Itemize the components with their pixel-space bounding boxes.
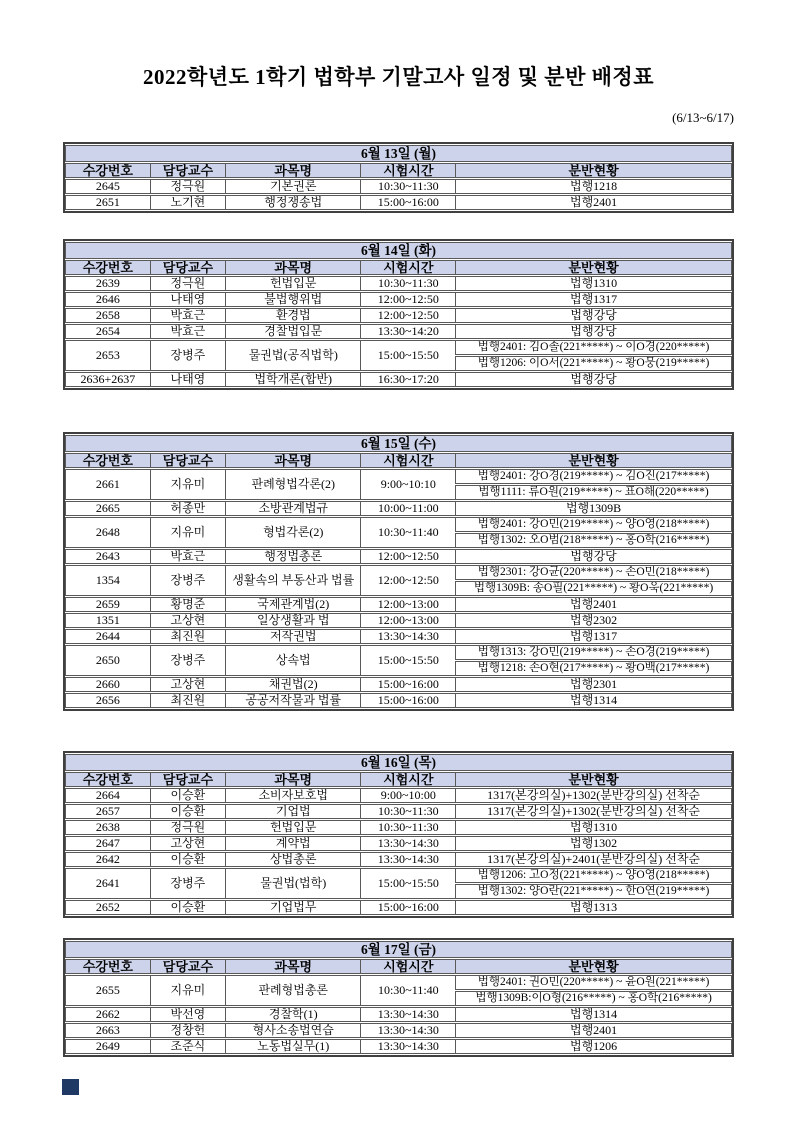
professor-cell: 최진원	[150, 693, 225, 708]
course-code-cell: 2639	[65, 276, 150, 291]
section-cell: 법행2401: 권O민(220*****) ~ 윤O원(221*****)	[455, 975, 732, 990]
section-cell: 법행2401: 김O솔(221*****) ~ 이O경(220*****)	[455, 340, 732, 355]
column-header: 담당교수	[150, 959, 225, 974]
course-code-cell: 2660	[65, 677, 150, 692]
section-cell: 법행1218	[455, 179, 732, 194]
table-date-label: 6월 17일 (금)	[65, 941, 732, 958]
section-cell: 법행1206	[455, 1039, 732, 1054]
professor-cell: 정극원	[150, 820, 225, 835]
section-cell: 법행1309B:이O형(216*****) ~ 홍O학(216*****)	[455, 991, 732, 1006]
section-cell: 법행1206: 고O정(221*****) ~ 양O영(218*****)	[455, 868, 732, 883]
column-header: 분반현황	[455, 772, 732, 787]
course-code-cell: 2646	[65, 292, 150, 307]
exam-row	[65, 549, 732, 564]
exam-row	[65, 836, 732, 851]
exam-row	[65, 804, 732, 819]
course-code-cell: 2661	[65, 469, 150, 500]
professor-cell: 고상현	[150, 677, 225, 692]
column-header: 담당교수	[150, 453, 225, 468]
professor-cell: 장병주	[150, 340, 225, 371]
column-header-row	[65, 453, 732, 468]
exam-row	[65, 565, 732, 580]
course-code-cell: 2641	[65, 868, 150, 899]
exam-row	[65, 693, 732, 708]
date-header-row	[65, 242, 732, 259]
section-cell: 법행1111: 류O원(219*****) ~ 표O해(220*****)	[455, 485, 732, 500]
column-header: 분반현황	[455, 163, 732, 178]
section-cell: 법행1313: 강O민(219*****) ~ 손O경(219*****)	[455, 645, 732, 660]
exam-row	[65, 340, 732, 355]
exam-time-cell: 15:00~15:50	[360, 868, 455, 899]
section-cell: 법행1218: 손O현(217*****) ~ 황O백(217*****)	[455, 661, 732, 676]
exam-row	[65, 1023, 732, 1038]
course-code-cell: 2665	[65, 501, 150, 516]
course-code-cell: 2659	[65, 597, 150, 612]
column-header: 시험시간	[360, 260, 455, 275]
exam-time-cell: 15:00~16:00	[360, 900, 455, 915]
professor-cell: 지유미	[150, 517, 225, 548]
column-header: 시험시간	[360, 163, 455, 178]
footer-square-decoration	[62, 1079, 79, 1095]
exam-row	[65, 868, 732, 883]
section-cell: 1317(본강의실)+1302(분반강의실) 선착순	[455, 788, 732, 803]
professor-cell: 조준식	[150, 1039, 225, 1054]
exam-row	[65, 324, 732, 339]
date-header-row	[65, 435, 732, 452]
professor-cell: 황명준	[150, 597, 225, 612]
subject-cell: 법학개론(합반)	[225, 372, 360, 387]
course-code-cell: 2664	[65, 788, 150, 803]
professor-cell: 정극원	[150, 179, 225, 194]
table-date-label: 6월 13일 (월)	[65, 145, 732, 162]
subject-cell: 환경법	[225, 308, 360, 323]
column-header-row	[65, 260, 732, 275]
subject-cell: 불법행위법	[225, 292, 360, 307]
subject-cell: 행정쟁송법	[225, 195, 360, 210]
column-header: 시험시간	[360, 772, 455, 787]
section-cell: 법행2302	[455, 613, 732, 628]
column-header: 수강번호	[65, 959, 150, 974]
section-cell: 법행1206: 이O서(221*****) ~ 황O뭉(219*****)	[455, 356, 732, 371]
exam-time-cell: 15:00~15:50	[360, 645, 455, 676]
column-header: 과목명	[225, 772, 360, 787]
subject-cell: 물권법(법학)	[225, 868, 360, 899]
column-header: 수강번호	[65, 453, 150, 468]
section-cell: 법행1302	[455, 836, 732, 851]
section-cell: 법행2301: 강O균(220*****) ~ 손O민(218*****)	[455, 565, 732, 580]
exam-row	[65, 1039, 732, 1054]
exam-row	[65, 820, 732, 835]
exam-row	[65, 629, 732, 644]
professor-cell: 박효근	[150, 549, 225, 564]
section-cell: 법행1317	[455, 629, 732, 644]
exam-row	[65, 975, 732, 990]
column-header-row	[65, 959, 732, 974]
subject-cell: 국제관계법(2)	[225, 597, 360, 612]
course-code-cell: 2662	[65, 1007, 150, 1022]
exam-row	[65, 501, 732, 516]
section-cell: 법행1317	[455, 292, 732, 307]
column-header: 분반현황	[455, 453, 732, 468]
section-cell: 법행1309B: 송O필(221*****) ~ 황O욱(221*****)	[455, 581, 732, 596]
column-header-row	[65, 772, 732, 787]
exam-time-cell: 10:30~11:30	[360, 804, 455, 819]
exam-time-cell: 15:00~16:00	[360, 677, 455, 692]
course-code-cell: 2645	[65, 179, 150, 194]
exam-time-cell: 9:00~10:00	[360, 788, 455, 803]
table-date-label: 6월 16일 (목)	[65, 754, 732, 771]
course-code-cell: 2650	[65, 645, 150, 676]
column-header: 담당교수	[150, 163, 225, 178]
exam-row	[65, 613, 732, 628]
date-header-row	[65, 941, 732, 958]
subject-cell: 판례형법각론(2)	[225, 469, 360, 500]
section-cell: 법행강당	[455, 549, 732, 564]
subject-cell: 헌법입문	[225, 276, 360, 291]
column-header: 수강번호	[65, 163, 150, 178]
course-code-cell: 2663	[65, 1023, 150, 1038]
exam-row	[65, 469, 732, 484]
subject-cell: 물권법(공직법학)	[225, 340, 360, 371]
exam-row	[65, 179, 732, 194]
table-date-label: 6월 14일 (화)	[65, 242, 732, 259]
section-cell: 법행2401	[455, 195, 732, 210]
subject-cell: 행정법총론	[225, 549, 360, 564]
exam-time-cell: 10:30~11:40	[360, 517, 455, 548]
exam-time-cell: 13:30~14:30	[360, 836, 455, 851]
exam-schedule-tables	[63, 142, 734, 1057]
exam-row	[65, 195, 732, 210]
course-code-cell: 1354	[65, 565, 150, 596]
subject-cell: 헌법입문	[225, 820, 360, 835]
subject-cell: 상속법	[225, 645, 360, 676]
subject-cell: 기업법	[225, 804, 360, 819]
exam-time-cell: 15:00~15:50	[360, 340, 455, 371]
column-header: 담당교수	[150, 260, 225, 275]
exam-day-table	[63, 938, 734, 1057]
exam-time-cell: 16:30~17:20	[360, 372, 455, 387]
exam-row	[65, 677, 732, 692]
subject-cell: 계약법	[225, 836, 360, 851]
exam-time-cell: 10:30~11:30	[360, 179, 455, 194]
course-code-cell: 2638	[65, 820, 150, 835]
section-cell: 법행1310	[455, 276, 732, 291]
subject-cell: 소방관계법규	[225, 501, 360, 516]
exam-row	[65, 597, 732, 612]
exam-row	[65, 645, 732, 660]
section-cell: 법행1310	[455, 820, 732, 835]
subject-cell: 채권법(2)	[225, 677, 360, 692]
professor-cell: 장병주	[150, 868, 225, 899]
exam-time-cell: 9:00~10:10	[360, 469, 455, 500]
exam-time-cell: 10:30~11:30	[360, 820, 455, 835]
exam-time-cell: 12:00~12:50	[360, 565, 455, 596]
subject-cell: 판례형법총론	[225, 975, 360, 1006]
exam-time-cell: 13:30~14:30	[360, 1039, 455, 1054]
section-cell: 법행1314	[455, 1007, 732, 1022]
professor-cell: 이승환	[150, 900, 225, 915]
column-header: 분반현황	[455, 959, 732, 974]
course-code-cell: 2644	[65, 629, 150, 644]
subject-cell: 소비자보호법	[225, 788, 360, 803]
professor-cell: 지유미	[150, 469, 225, 500]
date-range-note: (6/13~6/17)	[672, 110, 734, 125]
professor-cell: 고상현	[150, 836, 225, 851]
section-cell: 법행강당	[455, 324, 732, 339]
column-header: 과목명	[225, 959, 360, 974]
professor-cell: 정창헌	[150, 1023, 225, 1038]
page-title: 2022학년도 1학기 법학부 기말고사 일정 및 분반 배정표	[143, 65, 654, 89]
exam-time-cell: 12:00~12:50	[360, 308, 455, 323]
course-code-cell: 2658	[65, 308, 150, 323]
professor-cell: 노기현	[150, 195, 225, 210]
section-cell: 법행강당	[455, 308, 732, 323]
course-code-cell: 2657	[65, 804, 150, 819]
exam-row	[65, 292, 732, 307]
section-cell: 법행2401	[455, 597, 732, 612]
professor-cell: 지유미	[150, 975, 225, 1006]
table-date-label: 6월 15일 (수)	[65, 435, 732, 452]
exam-row	[65, 308, 732, 323]
subject-cell: 기업법무	[225, 900, 360, 915]
column-header: 시험시간	[360, 959, 455, 974]
exam-time-cell: 12:00~13:00	[360, 597, 455, 612]
date-header-row	[65, 145, 732, 162]
column-header: 과목명	[225, 163, 360, 178]
column-header: 시험시간	[360, 453, 455, 468]
exam-time-cell: 10:30~11:30	[360, 276, 455, 291]
exam-row	[65, 788, 732, 803]
section-cell: 1317(본강의실)+2401(분반강의실) 선착순	[455, 852, 732, 867]
subject-cell: 노동법실무(1)	[225, 1039, 360, 1054]
section-cell: 법행1313	[455, 900, 732, 915]
section-cell: 법행2401: 강O경(219*****) ~ 김O진(217*****)	[455, 469, 732, 484]
section-cell: 법행2401: 강O민(219*****) ~ 양O영(218*****)	[455, 517, 732, 532]
professor-cell: 나태영	[150, 372, 225, 387]
section-cell: 1317(본강의실)+1302(분반강의실) 선착순	[455, 804, 732, 819]
professor-cell: 박선영	[150, 1007, 225, 1022]
section-cell: 법행1302: 양O란(221*****) ~ 한O연(219*****)	[455, 884, 732, 899]
professor-cell: 박효근	[150, 324, 225, 339]
section-cell: 법행강당	[455, 372, 732, 387]
professor-cell: 나태영	[150, 292, 225, 307]
course-code-cell: 2643	[65, 549, 150, 564]
course-code-cell: 2651	[65, 195, 150, 210]
section-cell: 법행2301	[455, 677, 732, 692]
professor-cell: 장병주	[150, 565, 225, 596]
course-code-cell: 2655	[65, 975, 150, 1006]
subject-cell: 생활속의 부동산과 법률	[225, 565, 360, 596]
course-code-cell: 2652	[65, 900, 150, 915]
course-code-cell: 2656	[65, 693, 150, 708]
section-cell: 법행1314	[455, 693, 732, 708]
subject-cell: 일상생활과 법	[225, 613, 360, 628]
exam-row	[65, 852, 732, 867]
professor-cell: 이승환	[150, 852, 225, 867]
section-cell: 법행1302: 오O범(218*****) ~ 홍O학(216*****)	[455, 533, 732, 548]
subject-cell: 저작권법	[225, 629, 360, 644]
exam-row	[65, 372, 732, 387]
section-cell: 법행2401	[455, 1023, 732, 1038]
subject-cell: 경찰학(1)	[225, 1007, 360, 1022]
exam-time-cell: 12:00~12:50	[360, 292, 455, 307]
exam-row	[65, 517, 732, 532]
course-code-cell: 2642	[65, 852, 150, 867]
column-header: 과목명	[225, 260, 360, 275]
exam-row	[65, 276, 732, 291]
column-header: 분반현황	[455, 260, 732, 275]
exam-day-table	[63, 751, 734, 918]
course-code-cell: 2649	[65, 1039, 150, 1054]
course-code-cell: 2648	[65, 517, 150, 548]
exam-time-cell: 13:30~14:30	[360, 852, 455, 867]
professor-cell: 이승환	[150, 788, 225, 803]
exam-time-cell: 12:00~13:00	[360, 613, 455, 628]
course-code-cell: 2653	[65, 340, 150, 371]
column-header: 담당교수	[150, 772, 225, 787]
professor-cell: 장병주	[150, 645, 225, 676]
exam-time-cell: 12:00~12:50	[360, 549, 455, 564]
exam-time-cell: 13:30~14:20	[360, 324, 455, 339]
exam-day-table	[63, 142, 734, 213]
subject-cell: 형사소송법연습	[225, 1023, 360, 1038]
professor-cell: 고상현	[150, 613, 225, 628]
exam-row	[65, 900, 732, 915]
subject-cell: 상법총론	[225, 852, 360, 867]
exam-day-table	[63, 239, 734, 390]
exam-time-cell: 13:30~14:30	[360, 629, 455, 644]
exam-time-cell: 13:30~14:30	[360, 1007, 455, 1022]
subject-cell: 기본권론	[225, 179, 360, 194]
exam-row	[65, 1007, 732, 1022]
professor-cell: 박효근	[150, 308, 225, 323]
exam-day-table	[63, 432, 734, 711]
professor-cell: 허종만	[150, 501, 225, 516]
course-code-cell: 2636+2637	[65, 372, 150, 387]
exam-time-cell: 10:00~11:00	[360, 501, 455, 516]
column-header: 수강번호	[65, 260, 150, 275]
subject-cell: 경찰법입문	[225, 324, 360, 339]
section-cell: 법행1309B	[455, 501, 732, 516]
column-header: 수강번호	[65, 772, 150, 787]
exam-time-cell: 13:30~14:30	[360, 1023, 455, 1038]
exam-time-cell: 10:30~11:40	[360, 975, 455, 1006]
professor-cell: 이승환	[150, 804, 225, 819]
course-code-cell: 2647	[65, 836, 150, 851]
course-code-cell: 1351	[65, 613, 150, 628]
subject-cell: 형법각론(2)	[225, 517, 360, 548]
column-header: 과목명	[225, 453, 360, 468]
exam-time-cell: 15:00~16:00	[360, 693, 455, 708]
date-header-row	[65, 754, 732, 771]
exam-time-cell: 15:00~16:00	[360, 195, 455, 210]
professor-cell: 정극원	[150, 276, 225, 291]
course-code-cell: 2654	[65, 324, 150, 339]
column-header-row	[65, 163, 732, 178]
subject-cell: 공공저작물과 법률	[225, 693, 360, 708]
professor-cell: 최진원	[150, 629, 225, 644]
document-page	[63, 0, 734, 1057]
